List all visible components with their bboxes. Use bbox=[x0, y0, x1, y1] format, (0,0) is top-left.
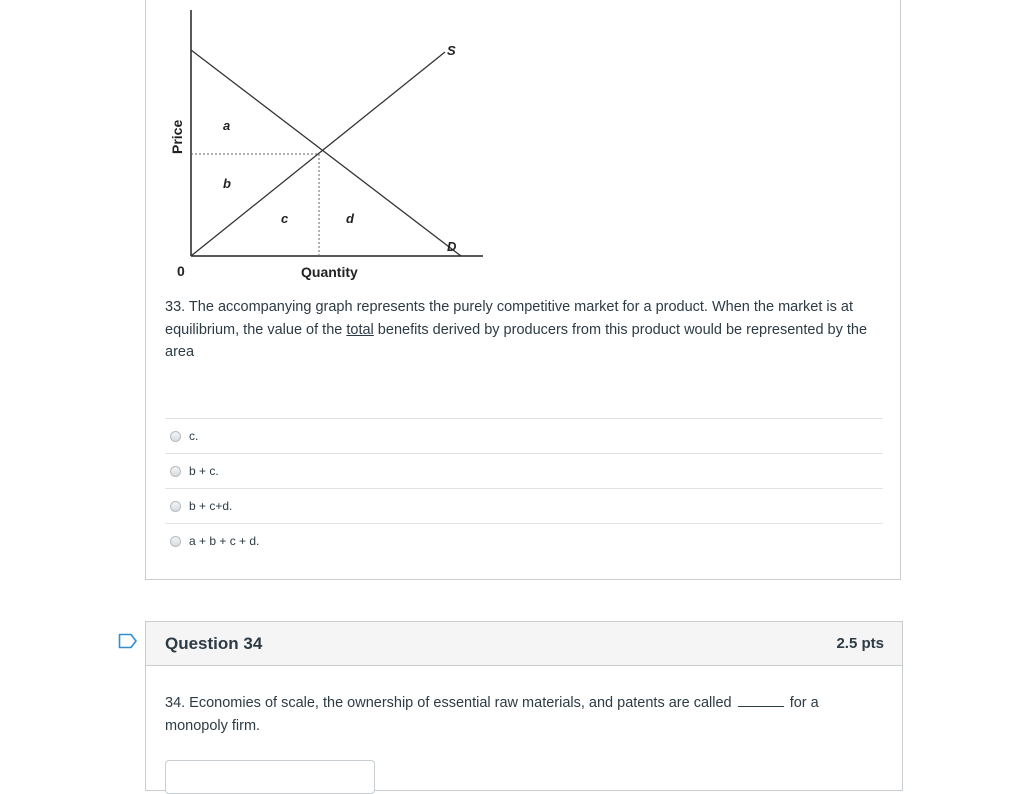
price-axis-label: Price bbox=[169, 119, 185, 154]
supply-label: S bbox=[447, 43, 456, 58]
radio-button[interactable] bbox=[170, 431, 181, 442]
demand-curve bbox=[191, 50, 461, 256]
answer-option-b-plus-c-plus-d[interactable] bbox=[165, 488, 883, 523]
question-34-text bbox=[165, 692, 885, 737]
radio-button[interactable] bbox=[170, 501, 181, 512]
area-b-label: b bbox=[223, 176, 231, 191]
question-34-points: 2.5 pts bbox=[836, 635, 884, 652]
origin-label: 0 bbox=[177, 263, 185, 279]
question-34-header bbox=[146, 622, 902, 666]
radio-button[interactable] bbox=[170, 536, 181, 547]
answer-option-a-plus-b-plus-c-plus-d[interactable] bbox=[165, 523, 883, 558]
fill-in-blank bbox=[738, 694, 784, 707]
answer-list bbox=[165, 418, 883, 558]
answer-option-b-plus-c[interactable] bbox=[165, 453, 883, 488]
demand-label: D bbox=[447, 239, 457, 254]
question-33-card bbox=[145, 0, 901, 580]
supply-curve bbox=[191, 52, 445, 256]
quantity-axis-label: Quantity bbox=[301, 264, 358, 280]
answer-label: b + c+d. bbox=[189, 499, 233, 513]
area-a-label: a bbox=[223, 118, 231, 133]
question-33-text-part2: benefits derived by producers from this product would be represented by the area bbox=[165, 321, 868, 360]
supply-demand-graph bbox=[163, 8, 493, 288]
question-34-text-part2: for a monopoly firm. bbox=[165, 695, 819, 734]
question-33-text-part1: 33. The accompanying graph represents the purely competitive market for a product. When the market is at equilibrium, the value of the bbox=[165, 299, 854, 338]
answer-label: c. bbox=[189, 429, 199, 443]
question-33-text bbox=[165, 296, 875, 364]
radio-button[interactable] bbox=[170, 466, 181, 477]
question-34-title: Question 34 bbox=[165, 633, 263, 653]
question-34-card bbox=[145, 621, 903, 791]
answer-label: b + c. bbox=[189, 464, 219, 478]
question-34-text-part1: 34. Economies of scale, the ownership of essential raw materials, and patents are called bbox=[165, 695, 732, 711]
flag-question-icon[interactable] bbox=[118, 633, 138, 649]
question-33-underlined-word: total bbox=[346, 321, 374, 338]
answer-option-c[interactable] bbox=[165, 418, 883, 453]
area-c-label: c bbox=[281, 211, 289, 226]
area-d-label: d bbox=[346, 211, 354, 226]
answer-label: a + b + c + d. bbox=[189, 534, 260, 548]
question-34-answer-input[interactable] bbox=[165, 760, 375, 794]
